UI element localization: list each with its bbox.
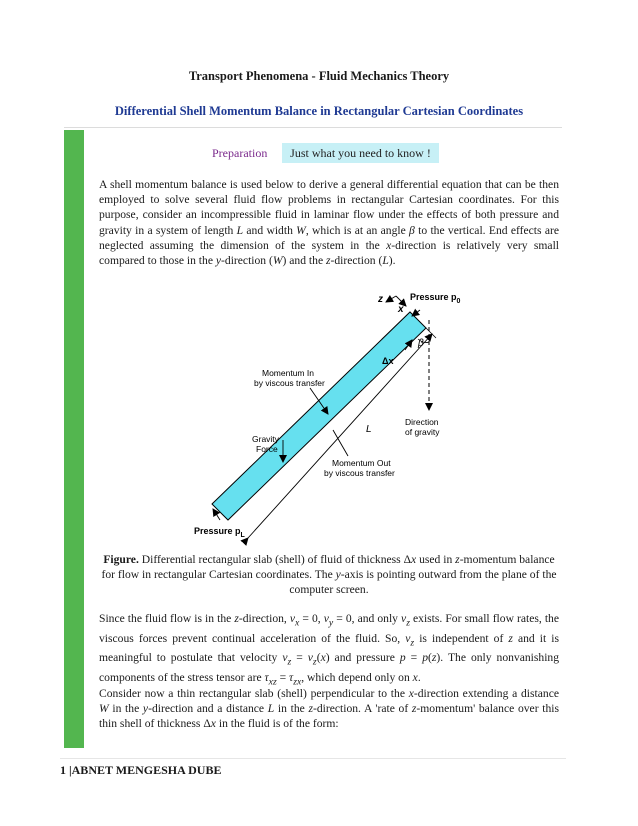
length-label: L: [366, 424, 372, 435]
preparation-row: [0, 143, 638, 163]
direction-label-line2: of gravity: [405, 427, 440, 437]
z-axis-arrow: [386, 296, 396, 302]
shell-paragraph: Consider now a thin rectangular slab (shell) perpendicular to the x-direction extending a distance W in the y-direction and a distance L in the z-direction. A 'rate of z-momentum' balance over this thin shell of thickness Δx in the fluid is of the form:: [99, 687, 559, 731]
gravity-force-label-line1: Gravity: [252, 434, 279, 444]
momentum-in-label-line1: Momentum In: [262, 368, 314, 378]
preparation-note-box: Just what you need to know !: [282, 143, 439, 163]
fluid-slab: [212, 312, 426, 520]
momentum-out-pointer: [333, 430, 348, 456]
document-title: Transport Phenomena - Fluid Mechanics Theory: [188, 69, 450, 83]
z-axis-label: z: [378, 294, 383, 305]
direction-label-line1: Direction: [405, 417, 439, 427]
pressure-bottom-label: Pressure $p_L$: [194, 526, 245, 539]
figure-caption: Figure. Differential rectangular slab (shell) of fluid of thickness Δx used in z-momentum balance for flow in rectangular Cartesian coordinates. The y-axis is pointing outward from the plane of the computer screen.: [101, 553, 557, 597]
pressure-top-label: Pressure $p_0$: [410, 292, 461, 305]
pressure-top-arrow: [412, 310, 420, 316]
gravity-force-label-line2: Force: [256, 444, 278, 454]
flow-paragraph: Since the fluid flow is in the z-direction, $v_x = 0$, $v_y = 0$, and only $v_z$ exists. For small flow rates, the viscous forces prevent continual acceleration of the fluid. So, $v_z$ is independent of z and it is meaningful to postulate that velocity $v_z = v_z(x)$ and pressure p = p(z). The only nonvanishing components of the stress tensor are $\tau_{xz} = \tau_{zx}$, which depend only on x.: [99, 612, 560, 687]
momentum-in-label-line2: by viscous transfer: [254, 378, 325, 388]
x-axis-label: x: [398, 304, 404, 315]
footer-divider: [60, 758, 566, 759]
green-sidebar-bar: [64, 130, 84, 748]
momentum-out-label-line1: Momentum Out: [332, 458, 391, 468]
beta-label: β: [418, 338, 424, 349]
preparation-label: Preparation: [212, 146, 268, 160]
section-subtitle: Differential Shell Momentum Balance in Rectangular Cartesian Coordinates: [114, 104, 524, 118]
header-divider: [64, 127, 562, 128]
momentum-out-label-line2: by viscous transfer: [324, 468, 395, 478]
extension-line-top: [426, 328, 436, 338]
page-footer: 1 |ABNET MENGESHA DUBE: [60, 763, 222, 777]
delta-x-label: Δx: [382, 356, 394, 366]
intro-paragraph: A shell momentum balance is used below to derive a general differential equation that can be then employed to solve several fluid flow problems in rectangular Cartesian coordinates. For this purpose, consider an incompressible fluid in laminar flow under the effects of both pressure and gravity in a system of length L and width W, which is at an angle β to the vertical. End effects are neglected assuming the dimension of the system in the x-direction is relatively very small compared to those in the y-direction (W) and the z-direction (L).: [99, 178, 560, 268]
slab-figure: [180, 284, 480, 546]
